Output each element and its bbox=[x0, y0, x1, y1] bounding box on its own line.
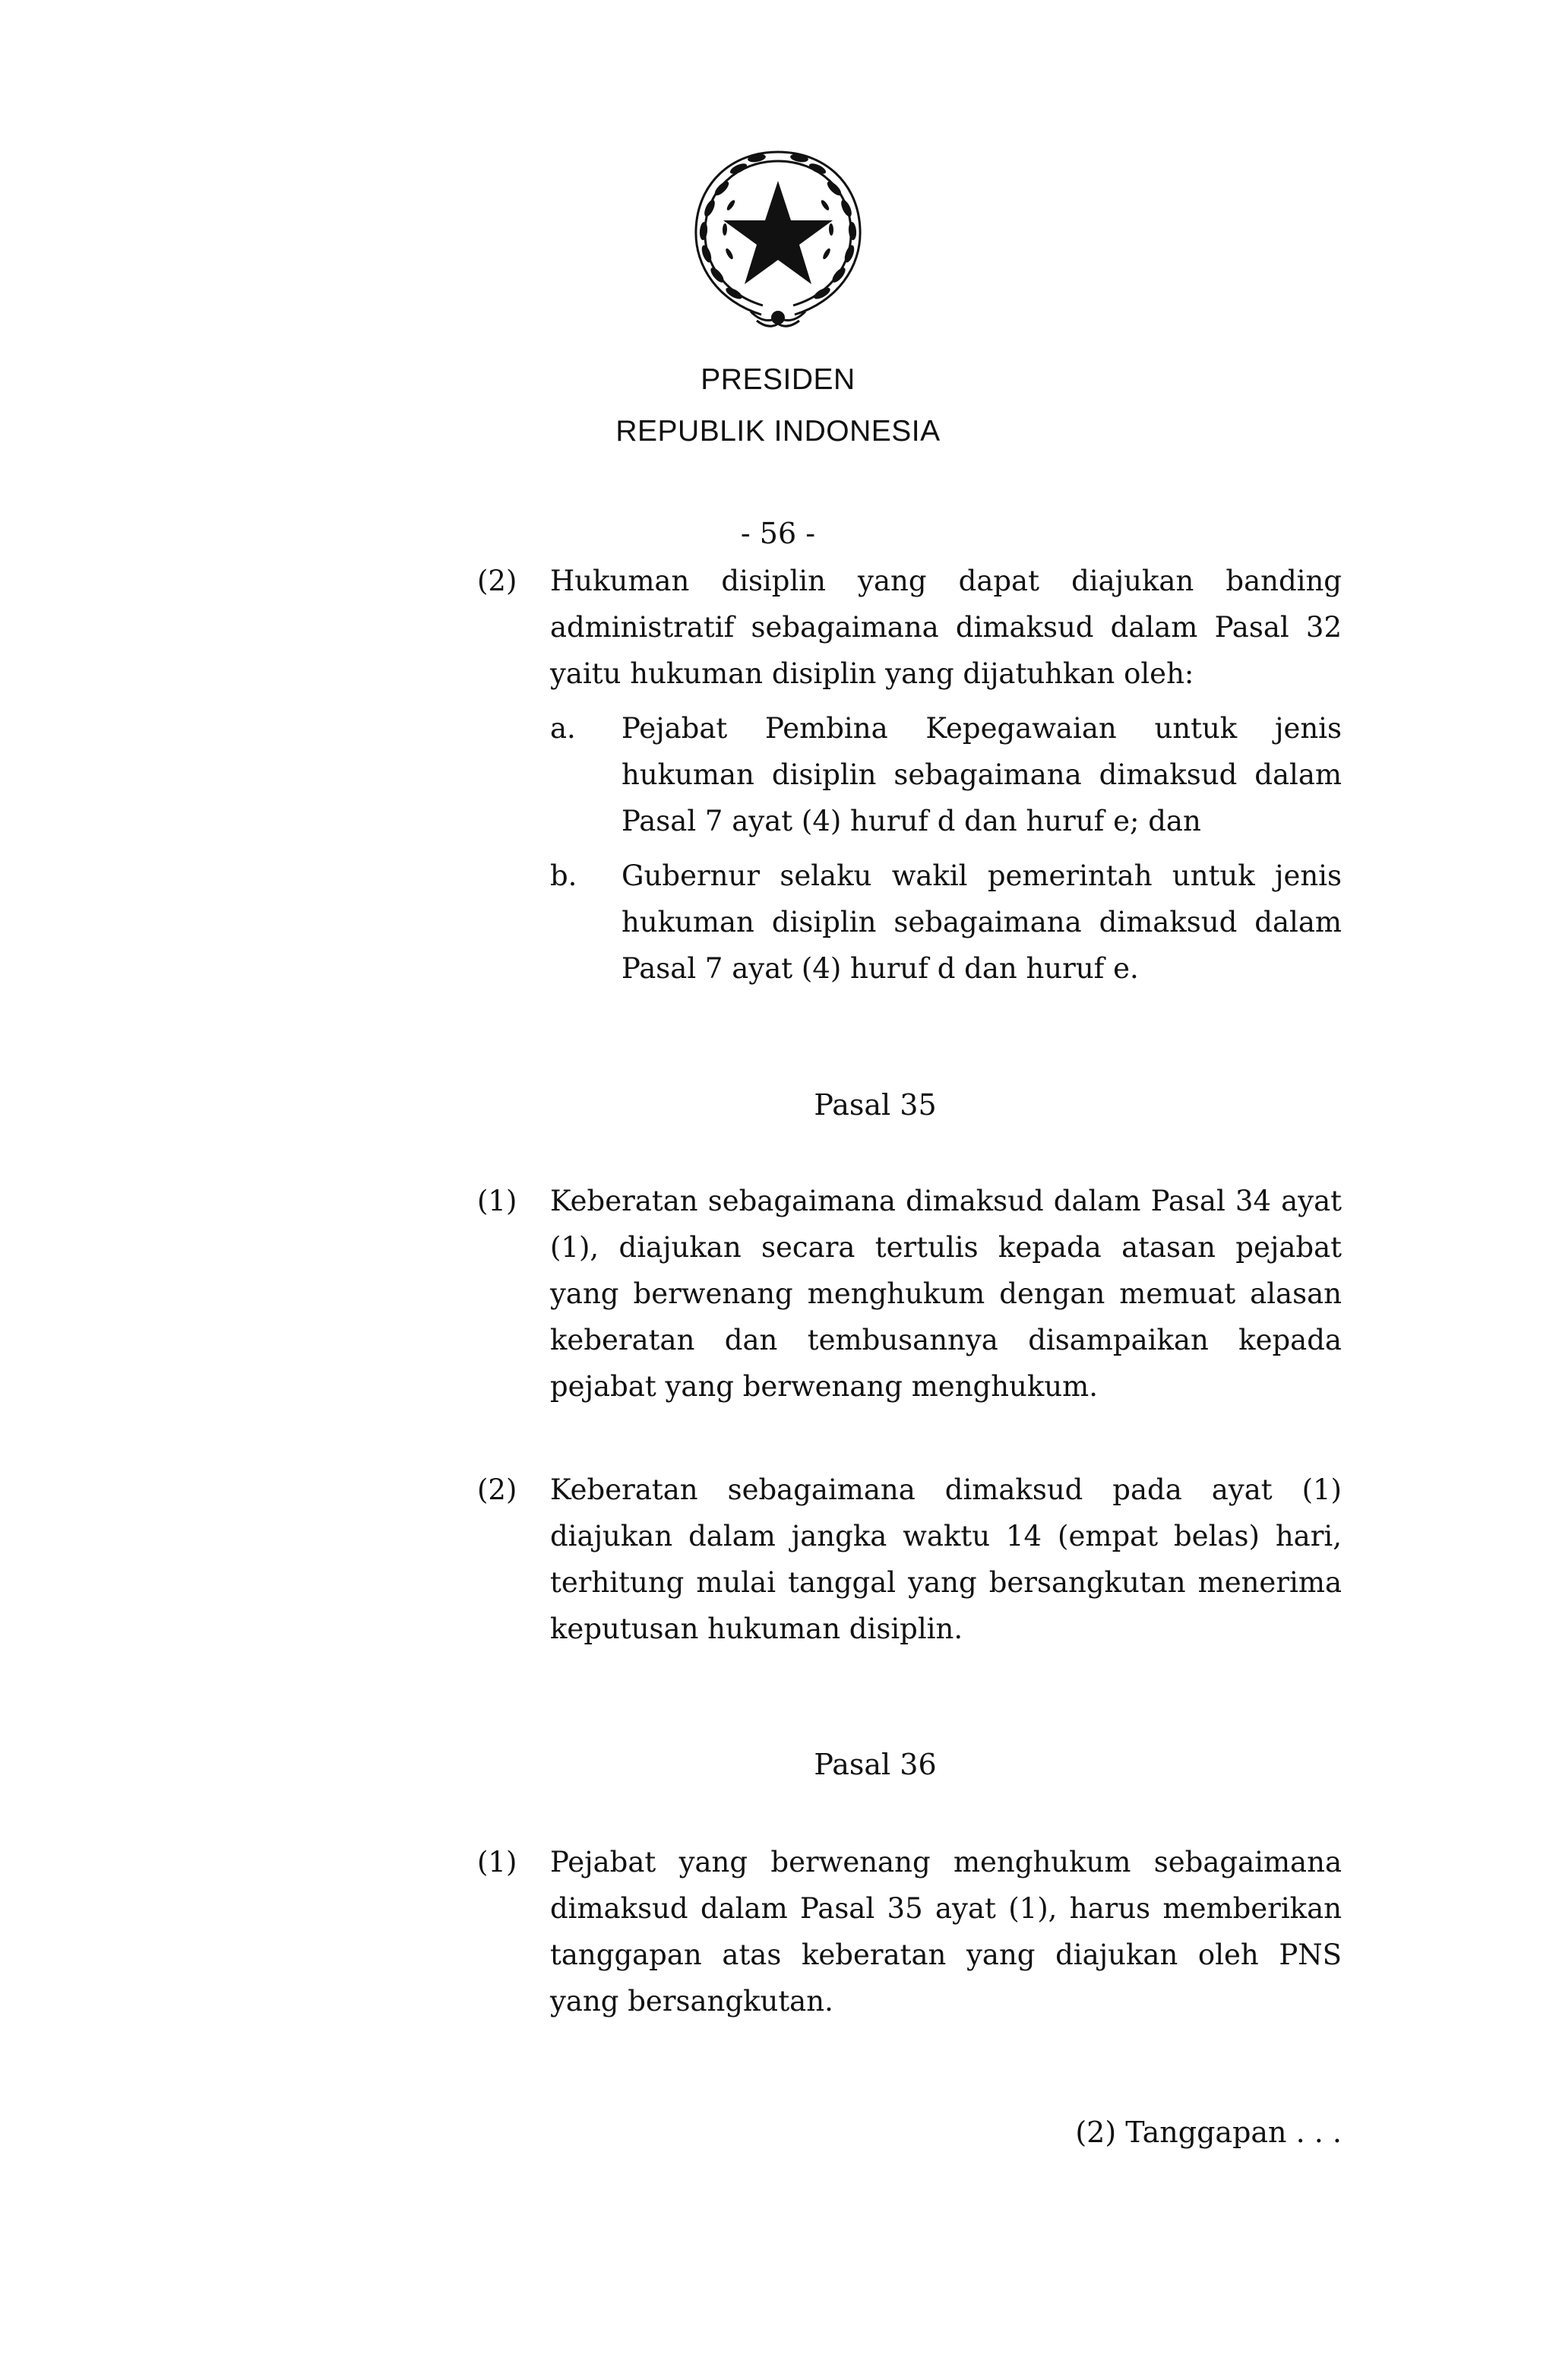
header-title: PRESIDEN bbox=[701, 363, 855, 396]
subitem-letter: b. bbox=[550, 859, 577, 892]
page-number: - 56 - bbox=[740, 517, 816, 550]
page-continuation: (2) Tanggapan . . . bbox=[1075, 2116, 1342, 2149]
item-number: (2) bbox=[477, 565, 517, 597]
subitem-text: Pejabat Pembina Kepegawaian untuk jenis hukuman disiplin sebagaimana dimaksud dalam Pasal 7 ayat (4) huruf d dan huruf e; dan bbox=[621, 712, 1342, 837]
subitem-text: Gubernur selaku wakil pemerintah untuk jenis hukuman disiplin sebagaimana dimaksud dalam Pasal 7 ayat (4) huruf d dan huruf e. bbox=[621, 859, 1342, 985]
item-number: (1) bbox=[477, 1846, 517, 1878]
item-number: (2) bbox=[477, 1473, 517, 1506]
subitem-letter: a. bbox=[550, 712, 576, 745]
header-subtitle: REPUBLIK INDONESIA bbox=[615, 415, 941, 448]
paragraph-text: Keberatan sebagaimana dimaksud dalam Pasal 34 ayat (1), diajukan secara tertulis kepada atasan pejabat yang berwenang menghukum dengan memuat alasan keberatan dan tembusannya disampaikan kepada pejabat yang berwenang menghukum. bbox=[550, 1185, 1342, 1403]
article-title: Pasal 35 bbox=[814, 1088, 937, 1122]
paragraph-text: Keberatan sebagaimana dimaksud pada ayat (1) diajukan dalam jangka waktu 14 (empat belas) hari, terhitung mulai tanggal yang bersangkutan menerima keputusan hukuman disiplin. bbox=[550, 1473, 1342, 1645]
paragraph-text: Hukuman disiplin yang dapat diajukan banding administratif sebagaimana dimaksud dalam Pasal 32 yaitu hukuman disiplin yang dijatuhkan oleh: bbox=[550, 565, 1342, 690]
article-title: Pasal 36 bbox=[814, 1748, 937, 1781]
item-number: (1) bbox=[477, 1185, 517, 1217]
garuda-star-emblem bbox=[678, 138, 878, 333]
paragraph-text: Pejabat yang berwenang menghukum sebagaimana dimaksud dalam Pasal 35 ayat (1), harus memberikan tanggapan atas keberatan yang diajukan oleh PNS yang bersangkutan. bbox=[550, 1846, 1342, 2018]
